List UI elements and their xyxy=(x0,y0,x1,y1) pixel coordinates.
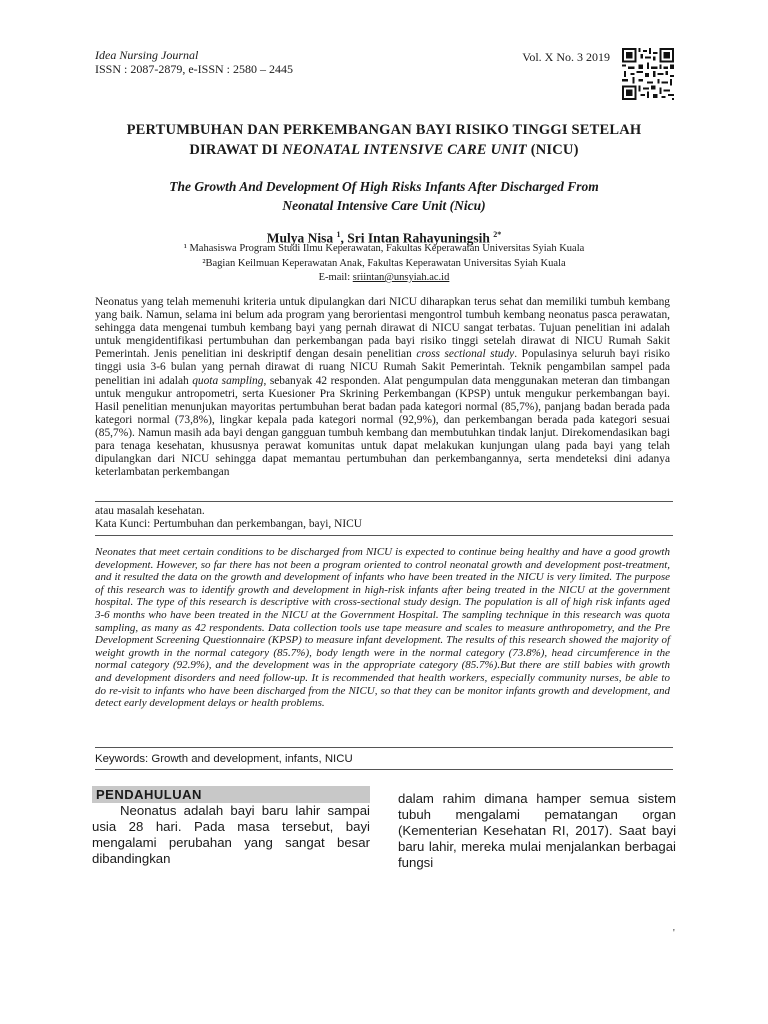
intro-column-2: dalam rahim dimana hamper semua sistem tubuh mengalami pematangan organ (Kementerian Kesehatan RI, 2017). Saat bayi baru lahir, mereka mulai menjalankan berbagai fungsi xyxy=(398,791,676,870)
divider xyxy=(95,535,673,536)
section-heading-pendahuluan: PENDAHULUAN xyxy=(92,786,370,803)
kata-kunci: Kata Kunci: Pertumbuhan dan perkembangan, bayi, NICU xyxy=(95,518,362,530)
journal-name: Idea Nursing Journal xyxy=(95,48,199,62)
divider xyxy=(95,501,673,502)
email-link[interactable]: sriintan@unsyiah.ac.id xyxy=(352,272,450,283)
paper-title xyxy=(90,120,678,160)
title-line-1: PERTUMBUHAN DAN PERKEMBANGAN BAYI RISIKO TINGGI SETELAH xyxy=(126,122,642,138)
english-abstract: Neonates that meet certain conditions to be discharged from NICU is expected to continue being healthy and have a good growth development. However, so far there has not been a program oriented to control neonatal growth and development post-treatment, and it resulted the data on the growth and development of infants who have been treated in the NICU is very limited. The purpose of this research was to identify growth and development in high-risk infants after being treated in the NICU at the government hospital. The type of this research is descriptive with cross-sectional study design. The population is all of high risk infants aged 3-6 months who have been treated in the NICU at the Government Hospital. The sampling technique in this research was quota sampling, as many as 42 respondents. Data collection tools use tape measure and scales to measure anthropometry, and the Pre Development Screening Questionnaire (KPSP) to measure infant development. The results of this research showed the majority of weight growth in the normal category (85.7%), body length were in the normal category (73.8%), head circumference in the normal category (92.9%), and the development was in the appropriate category (85.7%).But there are still babies with growth and development disorders and need follow-up. It is recommended that health workers, especially community nurses, be able to do re-visit to infants who have been discharged from the NICU, so that they can be monitor infants growth and development, and detect early development delays or health problems. xyxy=(95,546,670,710)
email-line: E-mail: sriintan@unsyiah.ac.id xyxy=(318,272,450,283)
divider xyxy=(95,747,673,748)
affiliation-1: ¹ Mahasiswa Program Studi Ilmu Keperawatan, Fakultas Keperawatan Universitas Syiah Kuala xyxy=(183,243,585,254)
issn-line: ISSN : 2087-2879, e-ISSN : 2580 – 2445 xyxy=(95,62,294,76)
qr-code-icon xyxy=(622,48,674,100)
divider xyxy=(95,769,673,770)
volume-info: Vol. X No. 3 2019 xyxy=(522,50,610,64)
abstrak-paragraph: Neonatus yang telah memenuhi kriteria untuk dipulangkan dari NICU diharapkan terus sehat dan memiliki tumbuh kembang yang baik. Namun, selama ini belum ada program yang berorientasi mengontrol tumbuh kembang neonatus pasca perawatan, sehingga data mengenai tumbuh kembang bayi yang pernah dirawat di NICU sangat terbatas. Tujuan penelitian ini adalah untuk mengidentifikasi pertumbuhan dan perkembangan pada bayi risiko tinggi setelah dirawat di NICU Rumah Sakit Pemerintah. Jenis penelitian ini deskriptif dengan desain penelitian cross sectional study. Populasinya seluruh bayi risiko tinggi usia 3-6 bulan yang pernah dirawat di ruang NICU Rumah Sakit Pemerintah. Teknik pengambilan sampel pada penelitian ini adalah quota sampling, sebanyak 42 responden. Alat pengumpulan data menggunakan meteran dan timbangan untuk mengukur antropometri, serta Kuesioner Pra Skrining Perkembangan (KPSP) untuk mengukur perkembangan bayi. Hasil penelitian menunjukan mayoritas pertumbuhan berat badan pada kategori normal (85,7%), panjang badan berada pada kategori normal (73,8%), lingkar kepala pada kategori normal (92,9%), dan perkembangan berada pada kategori sesuai (85,7%). Namun masih ada bayi dengan gangguan tumbuh kembang dan membutuhkan tindak lanjut. Direkomendasikan bagi para tenaga kesehatan, khususnya perawat komunitas untuk dapat melakukan kunjungan ulang pada bayi yang telah dipulangkan dari NICU sehingga dapat memantau pertumbuhan dan perkembangannya, serta mendeteksi dini adanya keterlambatan perkembangan xyxy=(95,296,671,479)
keywords-english: Keywords: Growth and development, infants, NICU xyxy=(95,753,353,765)
page-mark: ' xyxy=(673,928,675,939)
authors: Mulya Nisa $^1$, Sri Intan Rahayuningsih $^{2*}$ xyxy=(266,230,502,246)
intro-column-1: Neonatus adalah bayi baru lahir sampai usia 28 hari. Pada masa tersebut, bayi mengalami perubahan yang sangat besar dibandingkan xyxy=(92,803,370,866)
affiliation-2: ²Bagian Keilmuan Keperawatan Anak, Fakultas Keperawatan Universitas Syiah Kuala xyxy=(202,258,566,269)
abstrak-tail: atau masalah kesehatan. xyxy=(95,505,205,517)
english-title: The Growth And Development Of High Risks Infants After Discharged From Neonatal Intensive Care Unit (Nicu) xyxy=(169,179,599,213)
title-line-2: DIRAWAT DI NEONATAL INTENSIVE CARE UNIT (NICU) xyxy=(189,142,579,158)
